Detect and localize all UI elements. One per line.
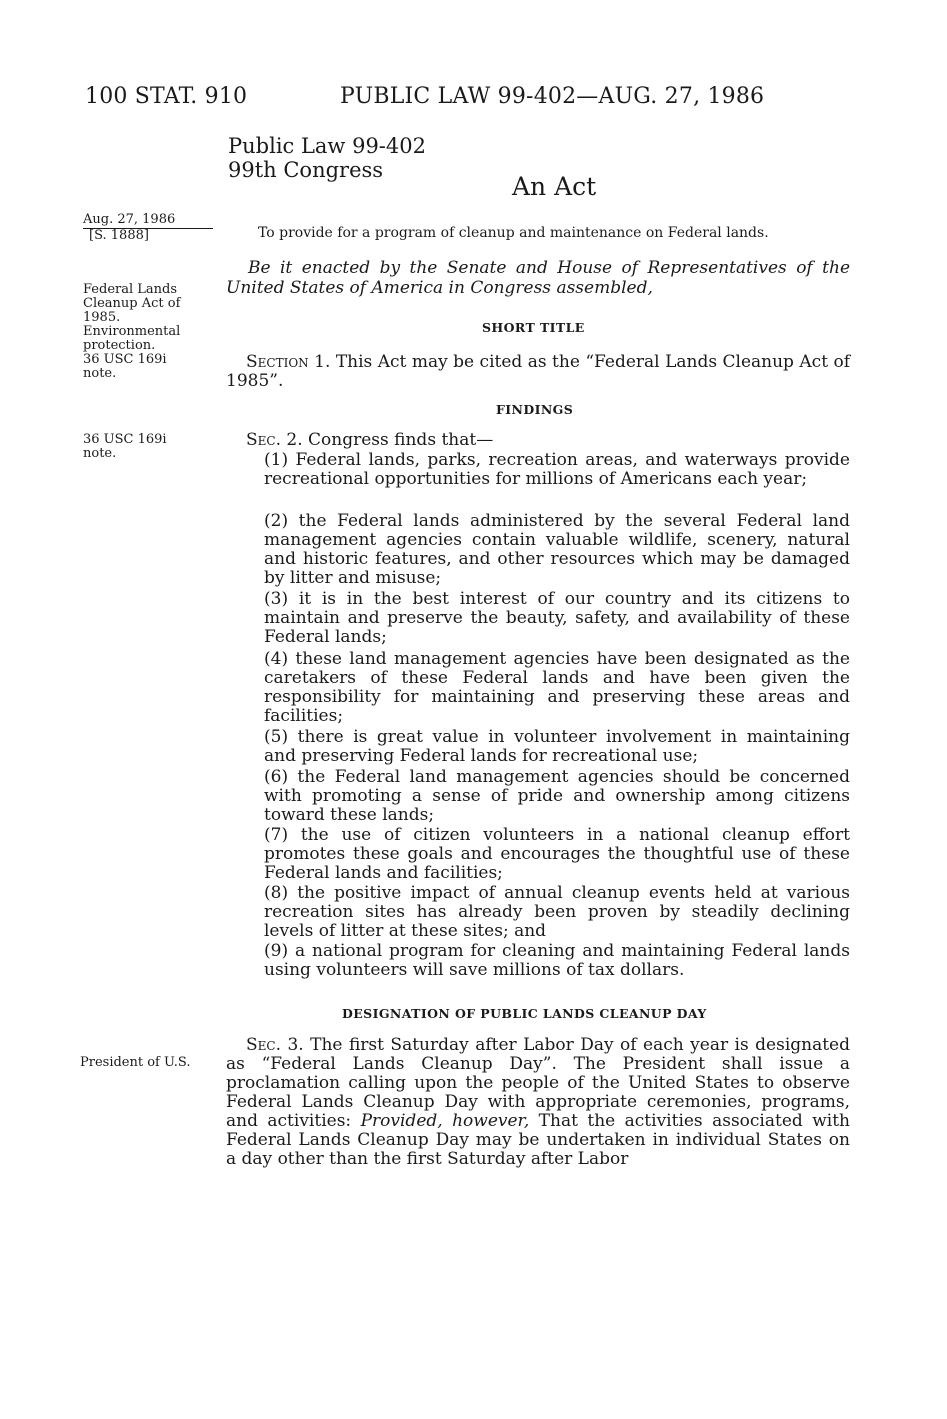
- margin-topic-line: Federal Lands: [83, 282, 178, 297]
- margin-citation-note: [83, 433, 213, 461]
- act-purpose: To provide for a program of cleanup and maintenance on Federal lands.: [258, 225, 769, 241]
- finding-item: (7) the use of citizen volunteers in a national cleanup effort promotes these goals and encourages the thoughtful use of these Federal lands and facilities;: [264, 825, 850, 883]
- finding-item: (8) the positive impact of annual cleanup events held at various recreation sites has already been proven by steadily declining levels of litter at these sites; and: [264, 883, 850, 941]
- section-1: [226, 353, 850, 391]
- section-3-proviso: Provided, however,: [360, 1111, 530, 1131]
- margin-date-block: [83, 213, 213, 243]
- finding-item: (3) it is in the best interest of our country and its citizens to maintain and preserve the beauty, safety, and availability of these Federal lands;: [264, 589, 850, 647]
- margin-date: Aug. 27, 1986: [83, 213, 213, 229]
- margin-president-note: President of U.S.: [80, 1055, 191, 1070]
- short-title-heading: SHORT TITLE: [482, 320, 585, 335]
- margin-topic-line: 1985.: [83, 310, 121, 325]
- margin-citation-line: note.: [83, 446, 117, 461]
- margin-topic-line: note.: [83, 366, 117, 381]
- finding-item: (4) these land management agencies have been designated as the caretakers of these Federal lands and have been given the responsibility for maintaining and preserving these areas and facilities;: [264, 649, 850, 726]
- finding-item: (6) the Federal land management agencies should be concerned with promoting a sense of pride and ownership among citizens toward these lands;: [264, 767, 850, 825]
- section-2-label: Sec. 2.: [246, 430, 303, 450]
- public-law-number: Public Law 99-402: [228, 134, 426, 158]
- margin-topic-note: [83, 283, 213, 381]
- finding-item: (2) the Federal lands administered by the several Federal land management agencies contain valuable wildlife, scenery, natural and historic features, and other resources which may be damaged by litter and misuse;: [264, 511, 850, 588]
- congress-number: 99th Congress: [228, 158, 384, 182]
- enacting-clause: Be it enacted by the Senate and House of Representatives of the United States of America in Congress assembled,: [226, 258, 850, 298]
- margin-topic-line: Cleanup Act of: [83, 296, 181, 311]
- section-3: [226, 1036, 850, 1169]
- section-2-intro: [226, 431, 850, 450]
- running-head-title: PUBLIC LAW 99-402—AUG. 27, 1986: [340, 84, 765, 109]
- margin-bill-number: [S. 1888]: [89, 228, 149, 243]
- stat-page-reference: 100 STAT. 910: [85, 84, 248, 109]
- section-3-text-continued: That the activities associated with Federal Lands Cleanup Day may be undertaken in individual States on a day other than the first Saturday after Labor: [226, 1111, 850, 1169]
- finding-item: (1) Federal lands, parks, recreation areas, and waterways provide recreational opportunities for millions of Americans each year;: [264, 450, 850, 489]
- act-title: An Act: [512, 172, 597, 201]
- finding-item: (9) a national program for cleaning and maintaining Federal lands using volunteers will save millions of tax dollars.: [264, 941, 850, 980]
- section-3-text: The first Saturday after Labor Day of each year is designated as “Federal Lands Cleanup Day”. The President shall issue a proclamation calling upon the people of the United States to observe Federal Lands Cleanup Day with appropriate ceremonies, programs, and activities:: [226, 1035, 850, 1131]
- margin-topic-line: Environmental: [83, 324, 181, 339]
- section-2-text: Congress finds that—: [308, 430, 494, 450]
- margin-topic-line: 36 USC 169i: [83, 352, 167, 367]
- section-1-text: This Act may be cited as the “Federal Lands Cleanup Act of 1985”.: [226, 352, 851, 391]
- section-1-label: Section 1.: [246, 352, 331, 372]
- section-3-label: Sec. 3.: [246, 1035, 304, 1055]
- designation-heading: DESIGNATION OF PUBLIC LANDS CLEANUP DAY: [342, 1006, 707, 1021]
- findings-heading: FINDINGS: [496, 402, 574, 417]
- finding-item: (5) there is great value in volunteer involvement in maintaining and preserving Federal lands for recreational use;: [264, 727, 850, 766]
- margin-topic-line: protection.: [83, 338, 156, 353]
- margin-citation-line: 36 USC 169i: [83, 432, 167, 447]
